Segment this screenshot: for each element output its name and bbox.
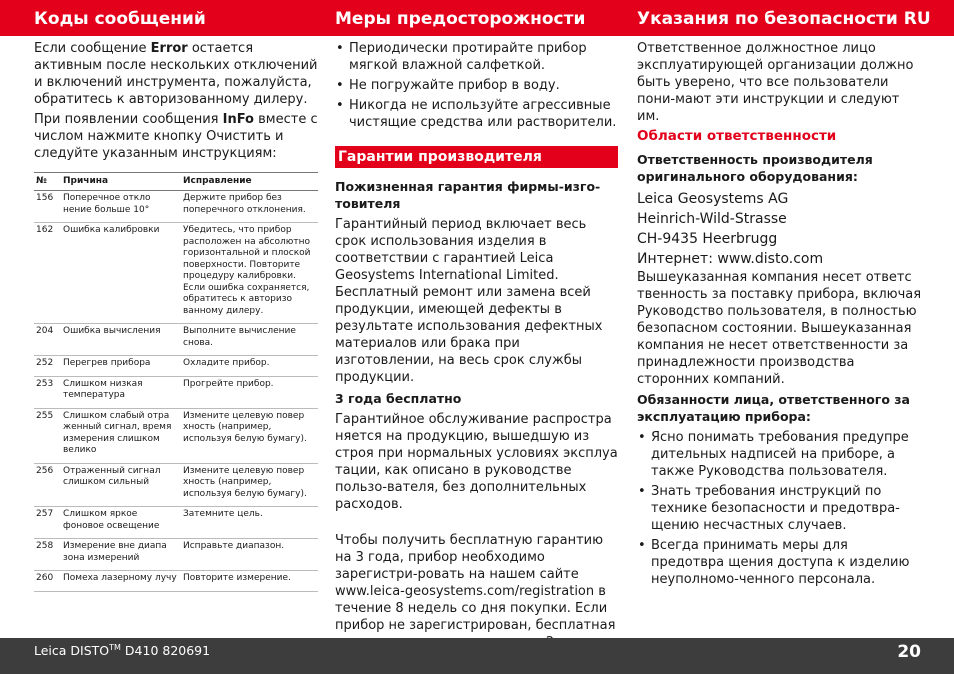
spacer bbox=[335, 516, 618, 532]
row-code: 256 bbox=[34, 463, 61, 507]
operator-title: Обязанности лица, ответственного за эксплуатацию прибора: bbox=[637, 392, 910, 424]
row-fix: Затемните цель. bbox=[181, 507, 318, 539]
list-item: • Всегда принимать меры для предотвра щения доступа к изделию неуполномо-ченного персонала. bbox=[637, 537, 922, 588]
row-cause: Помеха лазерному лучу bbox=[61, 571, 181, 592]
codes-table bbox=[34, 172, 318, 592]
row-fix: Держите прибор без поперечного отклонения. bbox=[181, 191, 318, 223]
header-number: № bbox=[34, 173, 61, 191]
table-row bbox=[34, 408, 318, 463]
registration-text: Чтобы получить бесплатную гарантию на 3 года, прибор необходимо зарегистри-ровать на нашем сайте www.leica-geosystems.com/registration в течение 8 недель со дня покупки. Если прибор не зарегистрирован, бесплатная bbox=[335, 533, 616, 633]
row-fix: Прогрейте прибор. bbox=[181, 376, 318, 408]
row-cause: Поперечное откло нение больше 10° bbox=[61, 191, 181, 223]
row-code: 255 bbox=[34, 408, 61, 463]
list-item: • Не погружайте прибор в воду. bbox=[335, 77, 618, 94]
row-fix: Убедитесь, что прибор расположен на абсолютно горизонтальной и плоской поверхности. Повторите процедуру калибровки. Если ошибка сохраняется, обратитесь к авторизо ванному дилеру. bbox=[181, 223, 318, 324]
row-cause: Перегрев прибора bbox=[61, 356, 181, 377]
lifetime-warranty-title: Пожизненная гарантия фирмы-изго-товителя bbox=[335, 179, 601, 211]
row-code: 257 bbox=[34, 507, 61, 539]
table-row bbox=[34, 463, 318, 507]
row-code: 156 bbox=[34, 191, 61, 223]
table-row bbox=[34, 571, 318, 592]
row-code: 260 bbox=[34, 571, 61, 592]
three-years-text: Гарантийное обслуживание распростра няется на продукцию, вышедшую из строя при нормальных условиях эксплуа тации, как описано в руководстве пользо-вателя, без дополнительных расходов. bbox=[335, 412, 618, 512]
safety-column bbox=[637, 40, 922, 591]
row-fix: Измените целевую повер хность (например, используя белую бумагу). bbox=[181, 463, 318, 507]
company-internet: Интернет: www.disto.com bbox=[637, 251, 824, 267]
footer-product: Leica DISTO™ D410 820691 bbox=[34, 643, 211, 659]
row-fix: Исправьте диапазон. bbox=[181, 539, 318, 571]
row-cause: Ошибка калибровки bbox=[61, 223, 181, 324]
warranty-section-title: Гарантии производителя bbox=[335, 146, 618, 168]
company-city: CH-9435 Heerbrugg bbox=[637, 231, 778, 247]
precautions-column bbox=[335, 40, 618, 654]
operator-duties-list bbox=[637, 429, 922, 588]
list-item: • Ясно понимать требования предупре дительных надписей на приборе, а также Руководства пользователя. bbox=[637, 429, 922, 480]
page-number: 20 bbox=[897, 642, 921, 662]
table-row bbox=[34, 539, 318, 571]
row-fix: Повторите измерение. bbox=[181, 571, 318, 592]
row-fix: Выполните вычисление снова. bbox=[181, 324, 318, 356]
lifetime-warranty-text: Гарантийный период включает весь срок использования изделия в соответствии с гарантией Leica Geosystems International Limited. Бесплатный ремонт или замена всей продукции, имеющей дефекты в результате использования дефектных материалов или брака при изготовлении, на весь срок службы продукции. bbox=[335, 217, 603, 385]
table-row bbox=[34, 191, 318, 223]
info-paragraph: При появлении сообщения InFo вместе с числом нажмите кнопку Очистить и следуйте указанным инструкциям: bbox=[34, 112, 318, 161]
codes-table-header bbox=[34, 173, 318, 191]
header-bar bbox=[0, 0, 954, 36]
row-code: 204 bbox=[34, 324, 61, 356]
row-cause: Слишком низкая температура bbox=[61, 376, 181, 408]
list-item: • Никогда не используйте агрессивные чистящие средства или растворители. bbox=[335, 97, 618, 131]
row-cause: Отраженный сигнал слишком сильный bbox=[61, 463, 181, 507]
col2-heading: Меры предосторожности bbox=[335, 9, 586, 29]
row-fix: Охладите прибор. bbox=[181, 356, 318, 377]
care-list bbox=[335, 40, 618, 131]
row-cause: Измерение вне диапа зона измерений bbox=[61, 539, 181, 571]
company-street: Heinrich-Wild-Strasse bbox=[637, 211, 787, 227]
responsibility-heading: Области ответственности bbox=[637, 128, 837, 144]
table-row bbox=[34, 376, 318, 408]
table-row bbox=[34, 356, 318, 377]
row-code: 162 bbox=[34, 223, 61, 324]
error-paragraph: Если сообщение Error остается активным после нескольких отключений и включений инструмента, пожалуйста, обратитесь к авторизованному дилеру. bbox=[34, 41, 318, 107]
table-row bbox=[34, 223, 318, 324]
col3-heading: Указания по безопасности RU bbox=[637, 9, 931, 29]
list-item: • Знать требования инструкций по технике безопасности и предотвра-щению несчастных случаев. bbox=[637, 483, 922, 534]
row-cause: Слишком яркое фоновое освещение bbox=[61, 507, 181, 539]
footer-bar bbox=[0, 638, 954, 674]
company-name: Leica Geosystems AG bbox=[637, 191, 789, 207]
row-cause: Ошибка вычисления bbox=[61, 324, 181, 356]
three-years-title: 3 года бесплатно bbox=[335, 391, 462, 406]
message-codes-column bbox=[34, 40, 318, 592]
intro-text: Ответственное должностное лицо эксплуатирующей организации должно быть уверено, что все пользователи пони-мают эти инструкции и следуют им. bbox=[637, 41, 914, 124]
list-item: • Периодически протирайте прибор мягкой влажной салфеткой. bbox=[335, 40, 618, 74]
table-row bbox=[34, 324, 318, 356]
row-fix: Измените целевую повер хность (например, используя белую бумагу). bbox=[181, 408, 318, 463]
header-fix: Исправление bbox=[181, 173, 318, 191]
row-cause: Слишком слабый отра женный сигнал, время измерения слишком велико bbox=[61, 408, 181, 463]
row-code: 253 bbox=[34, 376, 61, 408]
col1-heading: Коды сообщений bbox=[34, 9, 206, 29]
manufacturer-text: Вышеуказанная компания несет ответс твенность за поставку прибора, включая Руководство пользователя, в полностью безопасном состоянии. Вышеуказанная компания не несет ответственности за принадлежности производства сторонних компаний. bbox=[637, 270, 922, 387]
row-code: 252 bbox=[34, 356, 61, 377]
table-row bbox=[34, 507, 318, 539]
header-cause: Причина bbox=[61, 173, 181, 191]
row-code: 258 bbox=[34, 539, 61, 571]
manufacturer-title: Ответственность производителя оригинального оборудования: bbox=[637, 152, 873, 184]
